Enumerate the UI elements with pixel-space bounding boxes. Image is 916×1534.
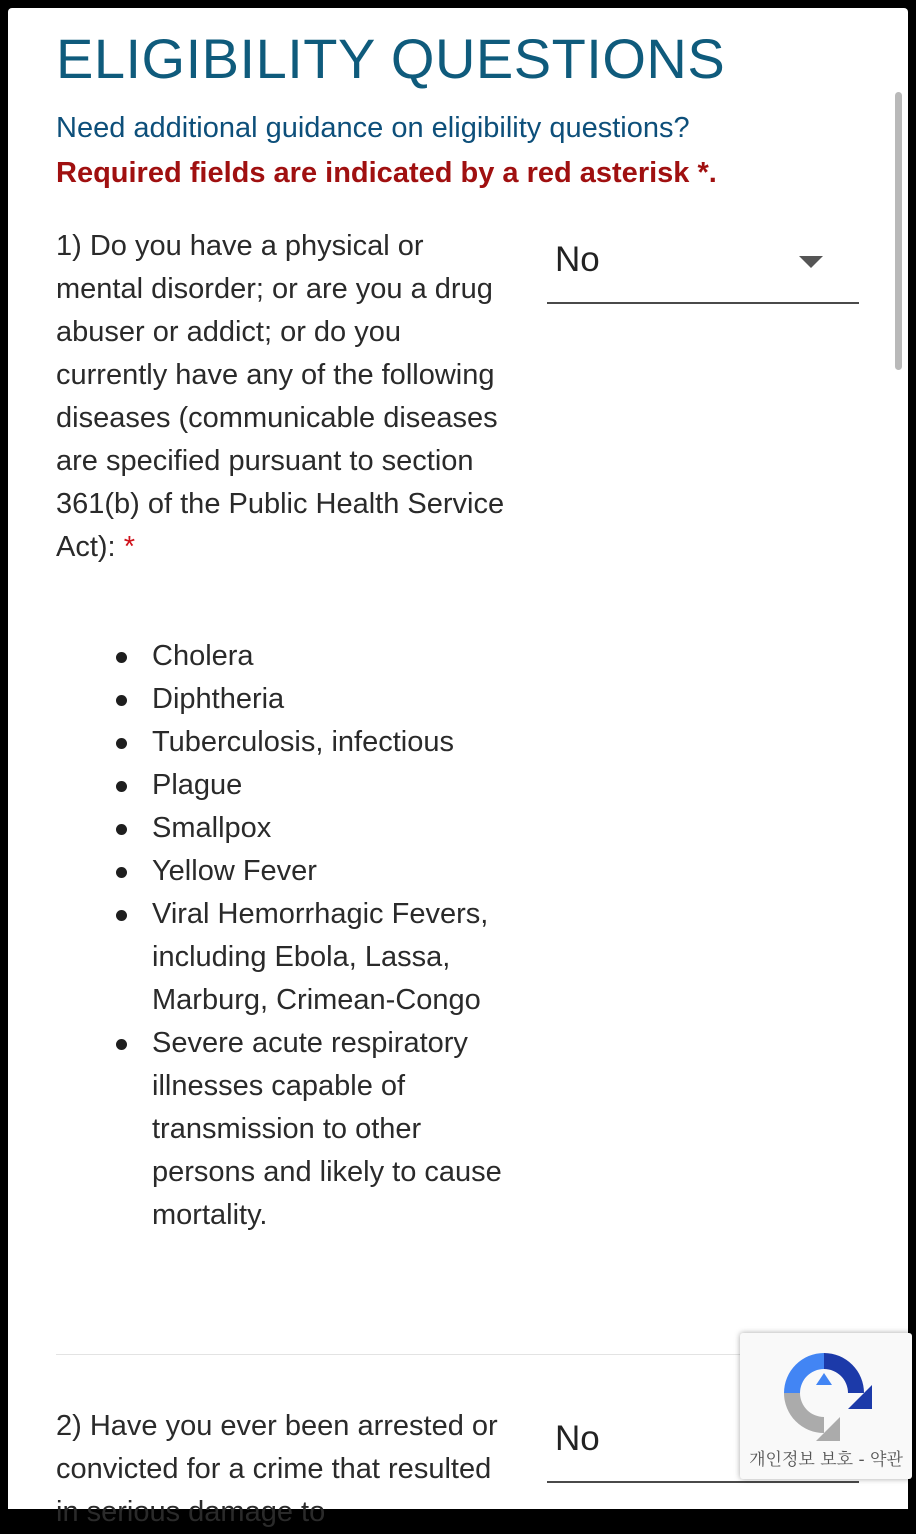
list-item: Yellow Fever: [112, 850, 532, 893]
bullet-icon: [116, 824, 127, 835]
question-1-text: 1) Do you have a physical or mental disorder; or are you a drug abuser or addict; or do you currently have any of the following diseases (communicable diseases are specified pursuant to section 361(b) of the Public Health Service Act):: [56, 230, 505, 563]
page-frame: [8, 8, 908, 1528]
question-2-label: [56, 1405, 516, 1534]
required-asterisk: *: [123, 531, 135, 563]
list-item: Cholera: [112, 635, 532, 678]
required-fields-note: Required fields are indicated by a red asterisk *.: [56, 157, 717, 189]
chevron-down-icon: [799, 256, 823, 268]
recaptcha-separator: -: [858, 1450, 865, 1470]
scrollbar-thumb[interactable]: [895, 92, 902, 370]
disease-list: [112, 635, 532, 1237]
question-1-selected-value: No: [555, 240, 600, 279]
bullet-icon: [116, 910, 127, 921]
guidance-link[interactable]: Need additional guidance on eligibility questions?: [56, 112, 690, 144]
page-title: ELIGIBILITY QUESTIONS: [56, 27, 726, 90]
question-1-label: [56, 225, 516, 569]
bullet-icon: [116, 738, 127, 749]
recaptcha-privacy-link[interactable]: 개인정보 보호: [749, 1450, 854, 1470]
bullet-icon: [116, 867, 127, 878]
list-item: Viral Hemorrhagic Fevers, including Ebola, Lassa, Marburg, Crimean-Congo: [112, 893, 532, 1022]
bullet-icon: [116, 652, 127, 663]
list-item: Smallpox: [112, 807, 532, 850]
list-item: Diphtheria: [112, 678, 532, 721]
bullet-icon: [116, 781, 127, 792]
list-item: Plague: [112, 764, 532, 807]
recaptcha-links: [740, 1445, 912, 1470]
question-1-select[interactable]: [547, 224, 859, 304]
list-item: Tuberculosis, infectious: [112, 721, 532, 764]
question-2-text: 2) Have you ever been arrested or convicted for a crime that resulted in serious damage to: [56, 1410, 498, 1528]
bullet-icon: [116, 1039, 127, 1050]
bullet-icon: [116, 695, 127, 706]
recaptcha-badge[interactable]: [740, 1333, 912, 1479]
question-2-selected-value: No: [555, 1419, 600, 1458]
recaptcha-logo-icon: [776, 1345, 872, 1441]
recaptcha-terms-link[interactable]: 약관: [870, 1450, 903, 1470]
list-item: Severe acute respiratory illnesses capable of transmission to other persons and likely to cause mortality.: [112, 1022, 532, 1237]
